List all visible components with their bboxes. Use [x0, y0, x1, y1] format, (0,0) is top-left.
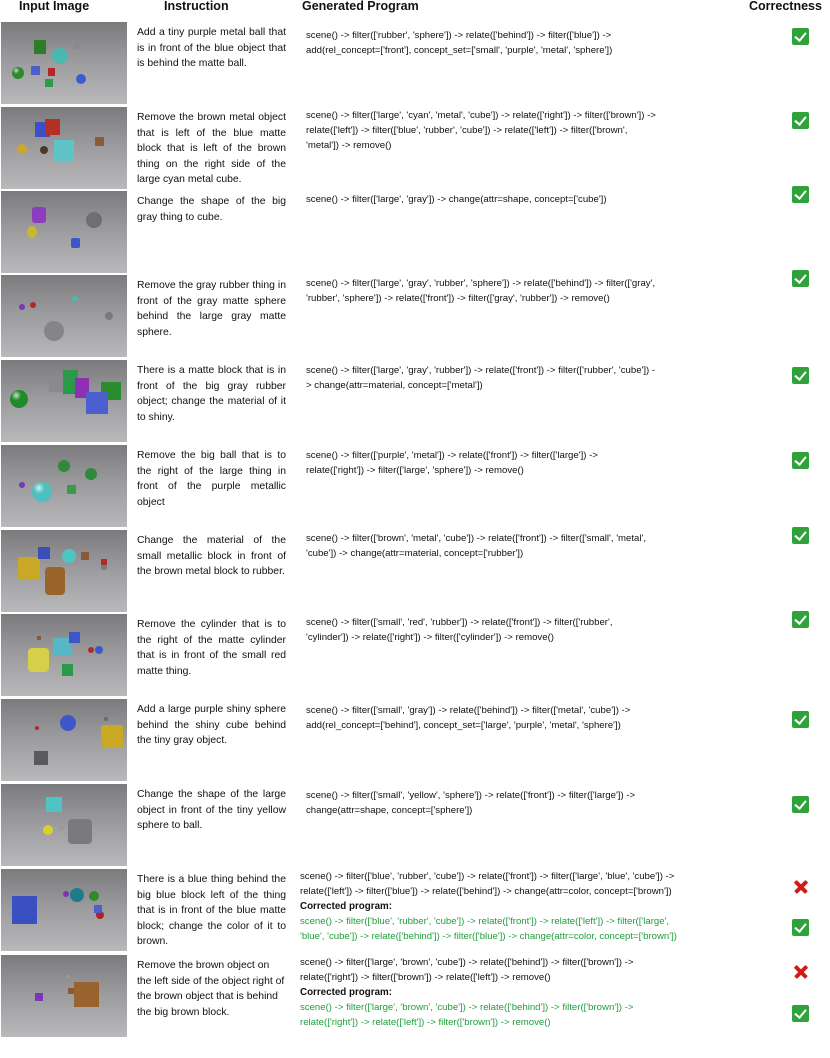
instruction-text: Remove the cylinder that is to the right of the matte cylinder that is in front of the small red matte thing. — [137, 619, 286, 677]
generated-program — [306, 363, 752, 393]
program-line: relate(['right']) -> filter(['brown']) -> relate(['left']) -> remove() — [300, 972, 551, 983]
generated-program — [306, 448, 752, 478]
scene-image — [1, 360, 127, 442]
header-correctness: Correctness — [749, 0, 822, 13]
program-line: scene() -> filter(['large', 'gray', 'rubber']) -> relate(['front']) -> filter(['rubber', 'cube']) - — [306, 365, 656, 376]
corrected-program-line: relate(['right']) -> relate(['left']) -> filter(['brown']) -> remove() — [300, 1017, 551, 1028]
program-line: > change(attr=material, concept=['metal']) — [306, 380, 483, 391]
corrected-program-label: Corrected program: — [300, 901, 392, 912]
check-icon — [792, 452, 809, 469]
generated-program — [306, 531, 752, 561]
program-line: scene() -> filter(['large', 'cyan', 'metal', 'cube']) -> relate(['right']) -> filter(['brown']) -> — [306, 110, 656, 121]
instruction-text: Add a large purple shiny sphere behind the shiny cube behind the tiny gray object. — [137, 704, 286, 747]
program-line: 'cube']) -> change(attr=material, concept=['rubber']) — [306, 548, 524, 559]
instruction-text: There is a matte block that is in front of the big gray rubber object; change the material of it to shiny. — [137, 365, 286, 423]
instruction-text: There is a blue thing behind the big blue block left of the thing that is in front of the blue matte block; change the color of it to brown. — [137, 874, 286, 948]
check-icon — [792, 270, 809, 287]
program-line: scene() -> filter(['small', 'gray']) -> relate(['behind']) -> filter(['metal', 'cube']) -> — [306, 705, 631, 716]
corrected-program-line: scene() -> filter(['blue', 'rubber', 'cube']) -> relate(['front']) -> relate(['left']) -> filter(['large', — [300, 916, 670, 927]
instruction-text: Remove the brown metal object that is left of the blue matte block that is left of the brown thing on the right side of the large cyan metal cube. — [137, 112, 286, 186]
instruction-text: Change the shape of the big gray thing to cube. — [137, 196, 286, 223]
generated-program — [306, 108, 752, 153]
header-instruction: Instruction — [164, 0, 229, 13]
generated-program — [306, 615, 752, 645]
generated-program — [306, 788, 752, 818]
scene-image — [1, 955, 127, 1037]
scene-image — [1, 699, 127, 781]
scene-image — [1, 530, 127, 612]
instruction-text: Change the shape of the large object in front of the tiny yellow sphere to ball. — [137, 789, 286, 832]
instruction-text: Remove the brown object on the left side of the object right of the brown object that is behind the big brown block. — [137, 960, 285, 1018]
check-icon — [792, 28, 809, 45]
corrected-program-line: 'blue', 'cube']) -> relate(['behind']) -> filter(['blue']) -> change(attr=color, concept=['brown']) — [300, 931, 677, 942]
program-line: 'metal']) -> remove() — [306, 140, 392, 151]
program-line: scene() -> filter(['large', 'brown', 'cube']) -> relate(['behind']) -> filter(['brown']) -> — [300, 957, 634, 968]
program-line: add(rel_concept=['front'], concept_set=['small', 'purple', 'metal', 'sphere']) — [306, 45, 613, 56]
program-line: relate(['left']) -> filter(['blue', 'rubber', 'cube']) -> relate(['left']) -> filter(['brown', — [306, 125, 628, 136]
program-line: relate(['left']) -> filter(['blue']) -> relate(['behind']) -> change(attr=color, concept=['brown']) — [300, 886, 672, 897]
instruction-text: Add a tiny purple metal ball that is in front of the blue object that is behind the matte ball. — [137, 27, 286, 70]
scene-image — [1, 614, 127, 696]
check-icon — [792, 367, 809, 384]
program-line: scene() -> filter(['small', 'yellow', 'sphere']) -> relate(['front']) -> filter(['large']) -> — [306, 790, 636, 801]
header-input-image: Input Image — [19, 0, 90, 13]
corrected-program-line: scene() -> filter(['large', 'brown', 'cube']) -> relate(['behind']) -> filter(['brown']) -> — [300, 1002, 634, 1013]
check-icon — [792, 919, 809, 936]
program-line: add(rel_concept=['behind'], concept_set=['large', 'purple', 'metal', 'sphere']) — [306, 720, 621, 731]
program-line: 'cylinder']) -> relate(['right']) -> filter(['cylinder']) -> remove() — [306, 632, 554, 643]
generated-program — [306, 703, 752, 733]
generated-program — [300, 955, 780, 1030]
instruction-text: Remove the big ball that is to the right of the large thing in front of the purple metallic object — [137, 450, 286, 508]
instruction-text: Remove the gray rubber thing in front of the gray matte sphere behind the large gray matte sphere. — [137, 280, 286, 338]
scene-image — [1, 445, 127, 527]
check-icon — [792, 527, 809, 544]
corrected-program — [300, 1000, 780, 1030]
program-line: scene() -> filter(['small', 'red', 'rubber']) -> relate(['front']) -> filter(['rubber', — [306, 617, 613, 628]
program-line: scene() -> filter(['blue', 'rubber', 'cube']) -> relate(['front']) -> filter(['large', 'blue', 'cube']) -> — [300, 871, 675, 882]
scene-image — [1, 107, 127, 189]
program-line: scene() -> filter(['large', 'gray', 'rubber', 'sphere']) -> relate(['behind']) -> filter(['gray', — [306, 278, 656, 289]
check-icon — [792, 796, 809, 813]
program-line: scene() -> filter(['large', 'gray']) -> change(attr=shape, concept=['cube']) — [306, 194, 607, 205]
check-icon — [792, 112, 809, 129]
scene-image — [1, 869, 127, 951]
program-line: relate(['right']) -> filter(['large', 'sphere']) -> remove() — [306, 465, 524, 476]
generated-program — [300, 869, 780, 944]
corrected-program — [300, 914, 780, 944]
scene-image — [1, 191, 127, 273]
program-line: scene() -> filter(['purple', 'metal']) -> relate(['front']) -> filter(['large']) -> — [306, 450, 598, 461]
scene-image — [1, 22, 127, 104]
cross-icon — [792, 963, 809, 980]
generated-program — [306, 192, 752, 207]
check-icon — [792, 711, 809, 728]
instruction-text: Change the material of the small metallic block in front of the brown metal block to rubber. — [137, 535, 286, 578]
program-line: change(attr=shape, concept=['sphere']) — [306, 805, 473, 816]
program-line: scene() -> filter(['rubber', 'sphere']) -> relate(['behind']) -> filter(['blue']) -> — [306, 30, 612, 41]
scene-image — [1, 784, 127, 866]
check-icon — [792, 1005, 809, 1022]
program-line: scene() -> filter(['brown', 'metal', 'cube']) -> relate(['front']) -> filter(['small', 'metal', — [306, 533, 646, 544]
check-icon — [792, 186, 809, 203]
check-icon — [792, 611, 809, 628]
generated-program — [306, 28, 752, 58]
program-line: 'rubber', 'sphere']) -> relate(['front']) -> filter(['gray', 'rubber']) -> remove() — [306, 293, 610, 304]
cross-icon — [792, 878, 809, 895]
corrected-program-label: Corrected program: — [300, 987, 392, 998]
generated-program — [306, 276, 752, 306]
header-generated-program: Generated Program — [302, 0, 419, 13]
scene-image — [1, 275, 127, 357]
